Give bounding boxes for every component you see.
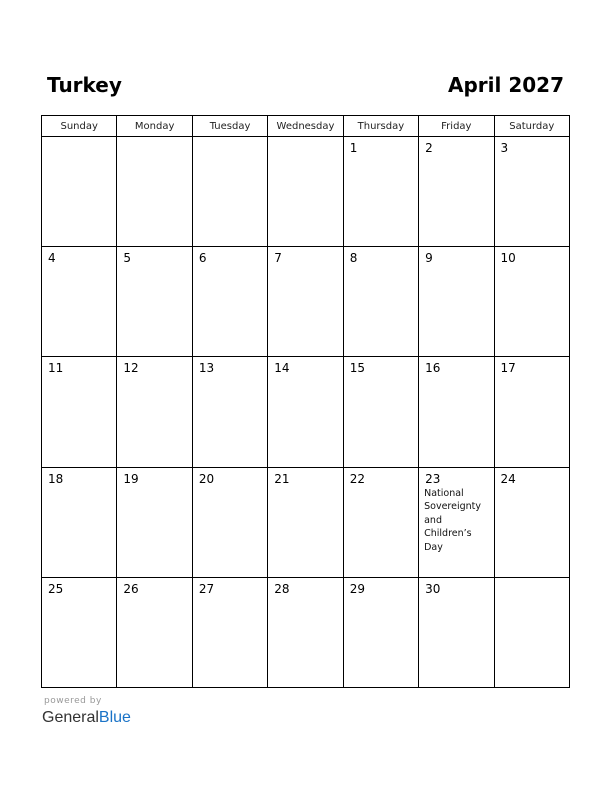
weekday-tuesday: Tuesday <box>192 116 267 137</box>
day-cell <box>42 247 117 357</box>
day-cell <box>268 247 343 357</box>
day-cell <box>192 357 267 467</box>
weekday-sunday: Sunday <box>42 116 117 137</box>
day-cell <box>494 467 569 577</box>
day-number <box>193 137 267 141</box>
day-number: 3 <box>500 141 509 155</box>
day-cell <box>494 137 569 247</box>
month-calendar-grid <box>41 115 570 688</box>
country-title: Turkey <box>47 73 122 97</box>
day-cell <box>343 357 418 467</box>
day-number: 28 <box>274 581 290 596</box>
day-cell <box>343 137 418 247</box>
day-cell <box>268 357 343 467</box>
day-number: 9 <box>425 251 433 266</box>
weekday-wednesday: Wednesday <box>268 116 343 137</box>
week-row-3 <box>42 357 570 467</box>
day-number: 22 <box>349 471 365 486</box>
day-cell <box>419 247 494 357</box>
day-number: 6 <box>198 251 207 266</box>
footer-branding <box>42 696 162 730</box>
day-cell <box>494 357 569 467</box>
weekday-monday: Monday <box>117 116 192 137</box>
day-number: 23 <box>425 471 441 486</box>
day-cell <box>117 357 192 467</box>
day-cell <box>343 467 418 577</box>
week-row-1 <box>42 137 570 247</box>
holiday-label: National Sovereignty and Children’s Day <box>424 487 481 553</box>
day-number: 12 <box>123 361 139 376</box>
day-cell <box>419 137 494 247</box>
day-cell <box>343 577 418 687</box>
day-number: 25 <box>48 581 64 596</box>
week-row-4 <box>42 467 570 577</box>
day-cell <box>268 577 343 687</box>
day-number: 15 <box>349 361 365 376</box>
day-number: 17 <box>500 361 516 376</box>
day-cell <box>42 137 117 247</box>
day-number: 26 <box>123 581 139 596</box>
day-number: 10 <box>500 251 516 266</box>
day-number <box>117 137 191 141</box>
day-cell <box>192 137 267 247</box>
week-row-5 <box>42 577 570 687</box>
day-number: 11 <box>48 361 64 376</box>
day-number <box>42 137 116 141</box>
day-cell <box>117 137 192 247</box>
day-number: 19 <box>123 471 139 486</box>
day-cell <box>42 467 117 577</box>
day-cell <box>343 247 418 357</box>
day-cell <box>494 577 569 687</box>
day-cell <box>42 577 117 687</box>
weekday-thursday: Thursday <box>343 116 418 137</box>
day-number: 7 <box>274 251 282 266</box>
weekday-friday: Friday <box>419 116 494 137</box>
day-number: 16 <box>425 361 441 376</box>
day-number: 30 <box>425 581 441 596</box>
day-cell <box>117 467 192 577</box>
day-cell <box>42 357 117 467</box>
day-cell <box>268 467 343 577</box>
day-number: 29 <box>349 581 365 596</box>
day-number: 13 <box>198 361 215 376</box>
day-cell <box>192 467 267 577</box>
day-cell <box>192 577 267 687</box>
day-cell <box>117 247 192 357</box>
day-number: 24 <box>500 471 516 486</box>
day-number: 20 <box>198 471 215 486</box>
day-number <box>268 137 342 141</box>
day-cell <box>419 357 494 467</box>
day-number: 2 <box>425 141 433 155</box>
calendar-header <box>41 72 570 98</box>
day-cell <box>117 577 192 687</box>
day-number: 14 <box>274 361 290 376</box>
logo-text-blue: Blue <box>98 709 131 726</box>
logo-text-general: General <box>42 709 99 726</box>
day-number: 5 <box>123 251 132 266</box>
day-cell <box>192 247 267 357</box>
weekday-saturday: Saturday <box>494 116 569 137</box>
week-row-2 <box>42 247 570 357</box>
day-number: 1 <box>349 141 358 155</box>
powered-by-text: powered by <box>44 696 102 706</box>
month-year-title: April 2027 <box>448 73 564 97</box>
day-cell <box>268 137 343 247</box>
day-cell <box>494 247 569 357</box>
day-cell-holiday <box>419 467 494 577</box>
day-cell <box>419 577 494 687</box>
day-number: 8 <box>349 251 358 266</box>
weekday-header-row <box>42 116 570 137</box>
day-number: 18 <box>48 471 64 486</box>
day-number: 4 <box>48 251 56 266</box>
generalblue-logo[interactable] <box>42 708 131 728</box>
day-number: 27 <box>198 581 215 596</box>
day-number: 21 <box>274 471 290 486</box>
day-number <box>495 578 569 582</box>
